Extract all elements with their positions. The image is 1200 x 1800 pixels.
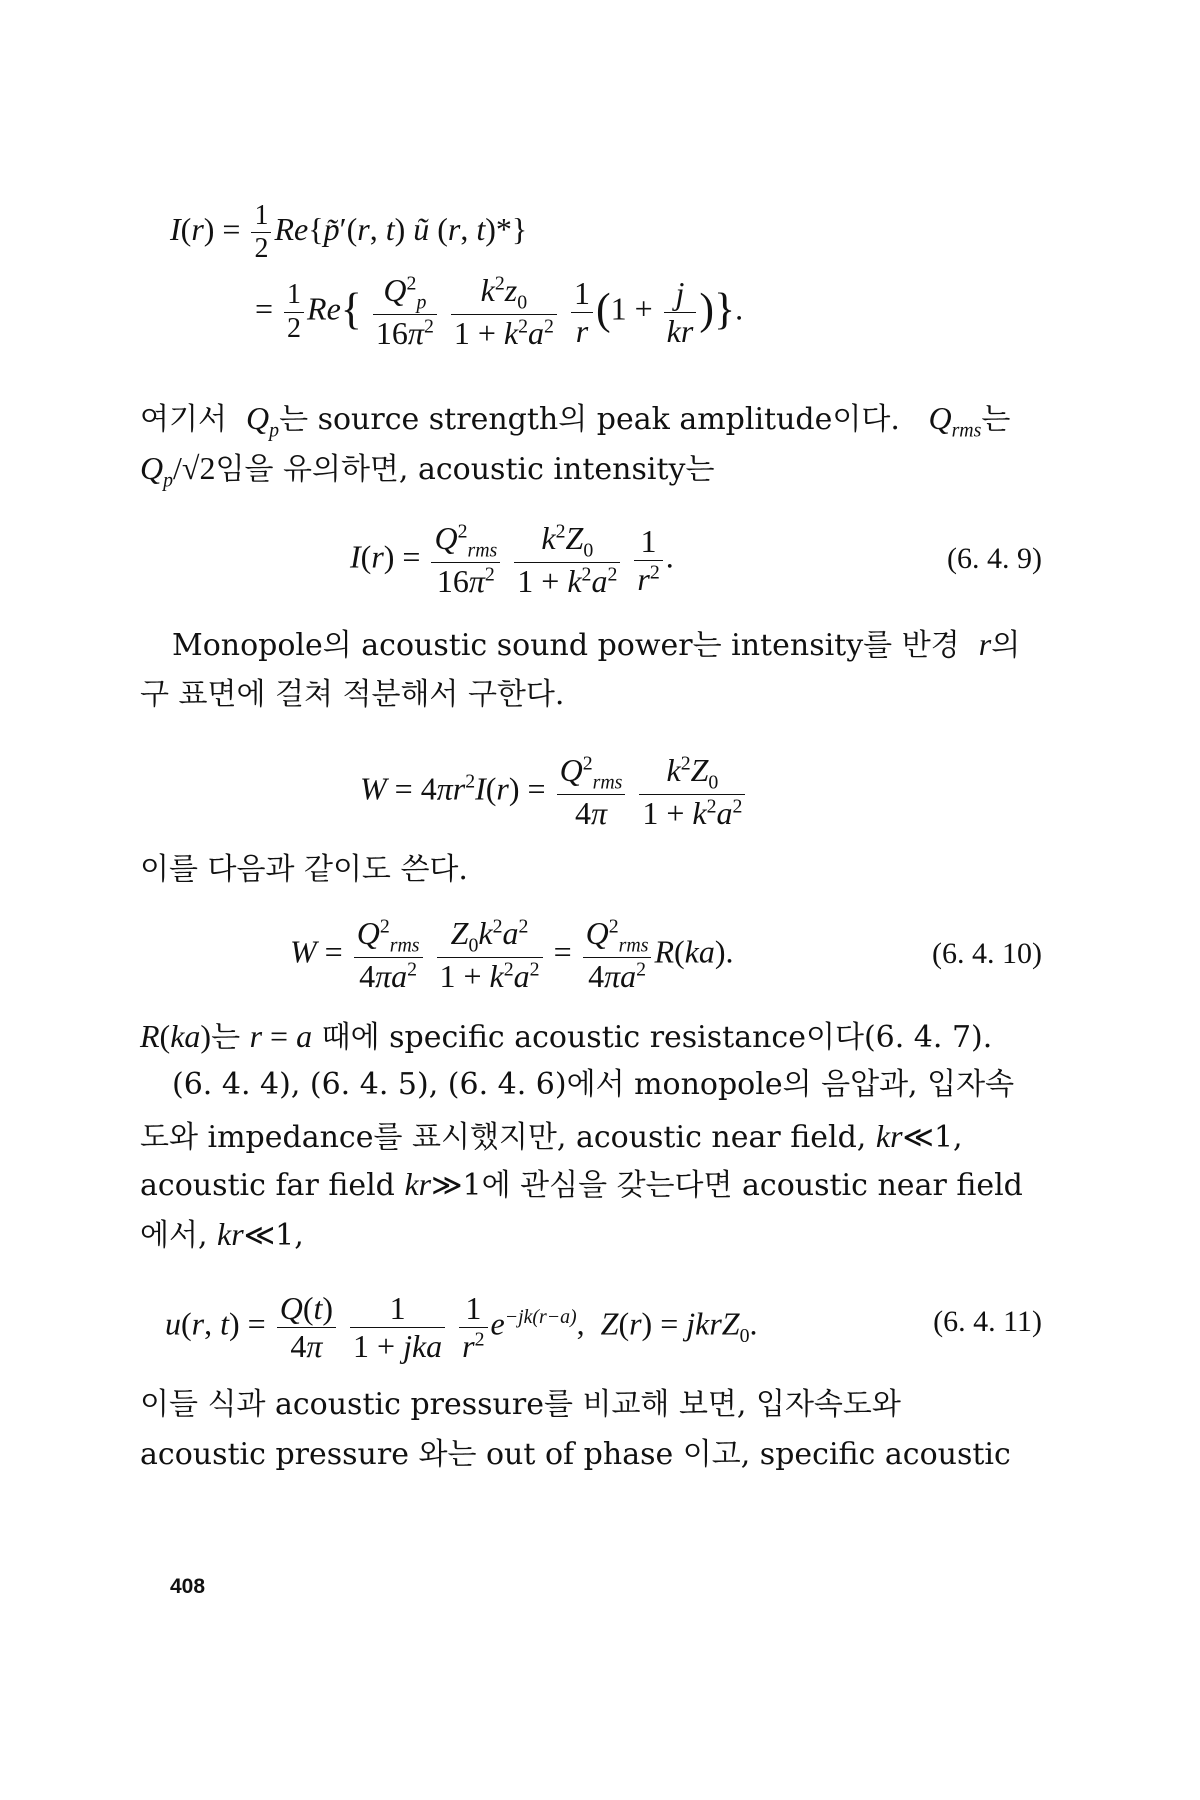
text-line: 여기서 $Q_p$는 source strength의 peak amplitude이다. $Q_{rms}$는: [140, 400, 1011, 442]
equation-sound-power: $W = 4\pi r^2I(r)$ = $\frac{Q^2_{rms}}{4\pi}$ $\frac{k^2Z_0}{1 + k^2a^2}$: [360, 752, 748, 832]
page-number: 408: [170, 1575, 206, 1598]
equation-number: (6. 4. 10): [932, 937, 1042, 970]
equation-intensity-rms: I(r) = $\frac{Q^2_{rms}}{16\pi^2}$ $\frac{k^2Z_0}{1 + k^2a^2}$ $\frac{1}{r^2}$ .: [350, 520, 674, 600]
text-line: 이를 다음과 같이도 쓴다.: [140, 852, 468, 887]
text-line: 에서, kr≪1,: [140, 1216, 304, 1253]
text-line: (6. 4. 4), (6. 4. 5), (6. 4. 6)에서 monopole의 음압과, 입자속: [172, 1067, 1015, 1102]
equation-intensity-expanded: = $\frac{1}{2}$ Re{ $\frac{Q^2_p}{16\pi^2}$ $\frac{k^2z_0}{1 + k^2a^2}$ $\frac{1}{r}$ (1 + $\frac{j}{kr}$ )}.: [255, 272, 744, 352]
equation-number: (6. 4. 11): [933, 1305, 1042, 1338]
equation-sound-power-resistance: W = $\frac{Q^2_{rms}}{4\pi a^2}$ $\frac{Z_0k^2a^2}{1 + k^2a^2}$ = $\frac{Q^2_{rms}}{4\pi a^2}$ R(ka).: [290, 915, 734, 995]
text-line: 이들 식과 acoustic pressure를 비교해 보면, 입자속도와: [140, 1387, 901, 1422]
equation-number: (6. 4. 9): [947, 542, 1042, 575]
text-line: $Q_p/√2$임을 유의하면, acoustic intensity는: [140, 450, 715, 492]
equation-intensity-def: I(r) = $\frac{1}{2}$ Re{p̃′(r, t) ũ (r, t)*}: [170, 200, 528, 265]
text-line: R(ka)는 r = a 때에 specific acoustic resistance이다(6. 4. 7).: [140, 1018, 993, 1055]
text-line: acoustic far field kr≫1에 관심을 갖는다면 acoustic near field: [140, 1166, 1023, 1203]
text-line: acoustic pressure 와는 out of phase 이고, specific acoustic: [140, 1437, 1011, 1472]
text-line: 도와 impedance를 표시했지만, acoustic near field, kr≪1,: [140, 1118, 963, 1155]
text-line: Monopole의 acoustic sound power는 intensity를 반경 r의: [172, 626, 1021, 663]
text-line: 구 표면에 걸쳐 적분해서 구한다.: [140, 677, 565, 712]
equation-near-field-velocity: u(r, t) = $\frac{Q(t)}{4\pi}$ $\frac{1}{\text{1 + jka}}$ $\frac{1}{r^2}$ $e^{-jk(r-a)}$, Z(r) = jkrZ$_0$.: [165, 1290, 758, 1364]
